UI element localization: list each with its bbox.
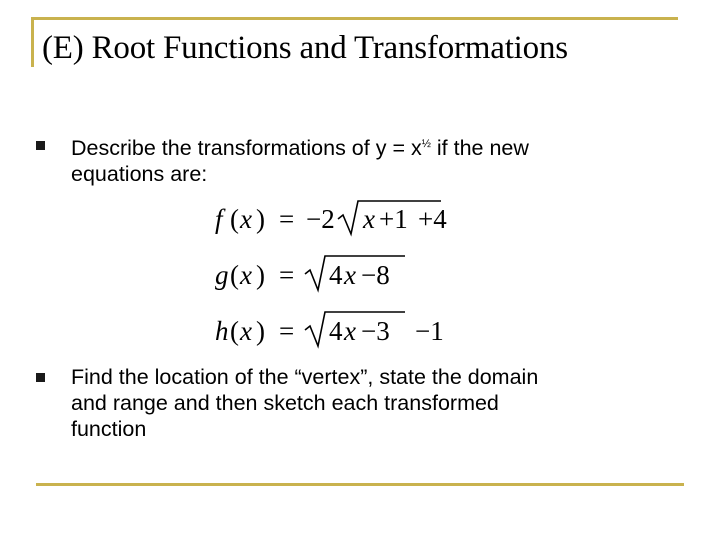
eq-h-after: −1 [415, 316, 444, 346]
bullet-2-line-3: function [71, 417, 147, 441]
eq-h-open: ( [230, 316, 239, 346]
bullet-square-icon [36, 141, 45, 150]
eq-h-equals: = [279, 316, 295, 346]
slide-title: (E) Root Functions and Transformations [42, 30, 568, 66]
eq-h-radicand-var: x [344, 316, 356, 346]
eq-h-radicand-num: 4 [329, 316, 343, 346]
eq-f-func: f [215, 204, 223, 234]
bullet-1-line-1 [71, 131, 671, 161]
bullet-square-icon [36, 373, 45, 382]
eq-g-func: g [215, 260, 229, 290]
equation-f [215, 201, 447, 234]
bullet-1-text-before: Describe the transformations of y = x [71, 136, 422, 160]
bullet-2-line-2: and range and then sketch each transformed [71, 391, 499, 415]
bullet-2-line-1: Find the location of the “vertex”, state the domain [71, 365, 539, 389]
bullet-text-1 [71, 131, 671, 187]
eq-h-var: x [240, 316, 252, 346]
frame-top-rule [32, 17, 678, 20]
eq-g-radicand-num: 4 [329, 260, 343, 290]
eq-h-close: ) [256, 316, 265, 346]
eq-h-radicand-rest: −3 [361, 316, 390, 346]
eq-f-coef: −2 [306, 204, 335, 234]
exponent-half: ½ [421, 138, 431, 150]
eq-h-func: h [215, 316, 229, 346]
bullet-1-text-after: if the new [430, 136, 529, 160]
eq-g-var: x [240, 260, 252, 290]
equation-g [215, 256, 405, 290]
eq-f-after: +4 [418, 204, 447, 234]
eq-g-open: ( [230, 260, 239, 290]
eq-f-var: x [240, 204, 252, 234]
eq-f-radicand-var: x [363, 204, 375, 234]
eq-g-equals: = [279, 260, 295, 290]
eq-f-equals: = [279, 204, 295, 234]
eq-f-open: ( [230, 204, 239, 234]
frame-left-rule [31, 17, 34, 67]
eq-g-close: ) [256, 260, 265, 290]
bullet-text-2 [71, 364, 671, 442]
eq-g-radicand-var: x [344, 260, 356, 290]
eq-g-radicand-rest: −8 [361, 260, 390, 290]
bullet-1-line-2: equations are: [71, 162, 208, 186]
frame-bottom-rule [36, 483, 684, 486]
equations-block [205, 190, 485, 360]
equation-h [215, 312, 444, 346]
eq-f-close: ) [256, 204, 265, 234]
eq-f-radicand-rest: +1 [379, 204, 408, 234]
